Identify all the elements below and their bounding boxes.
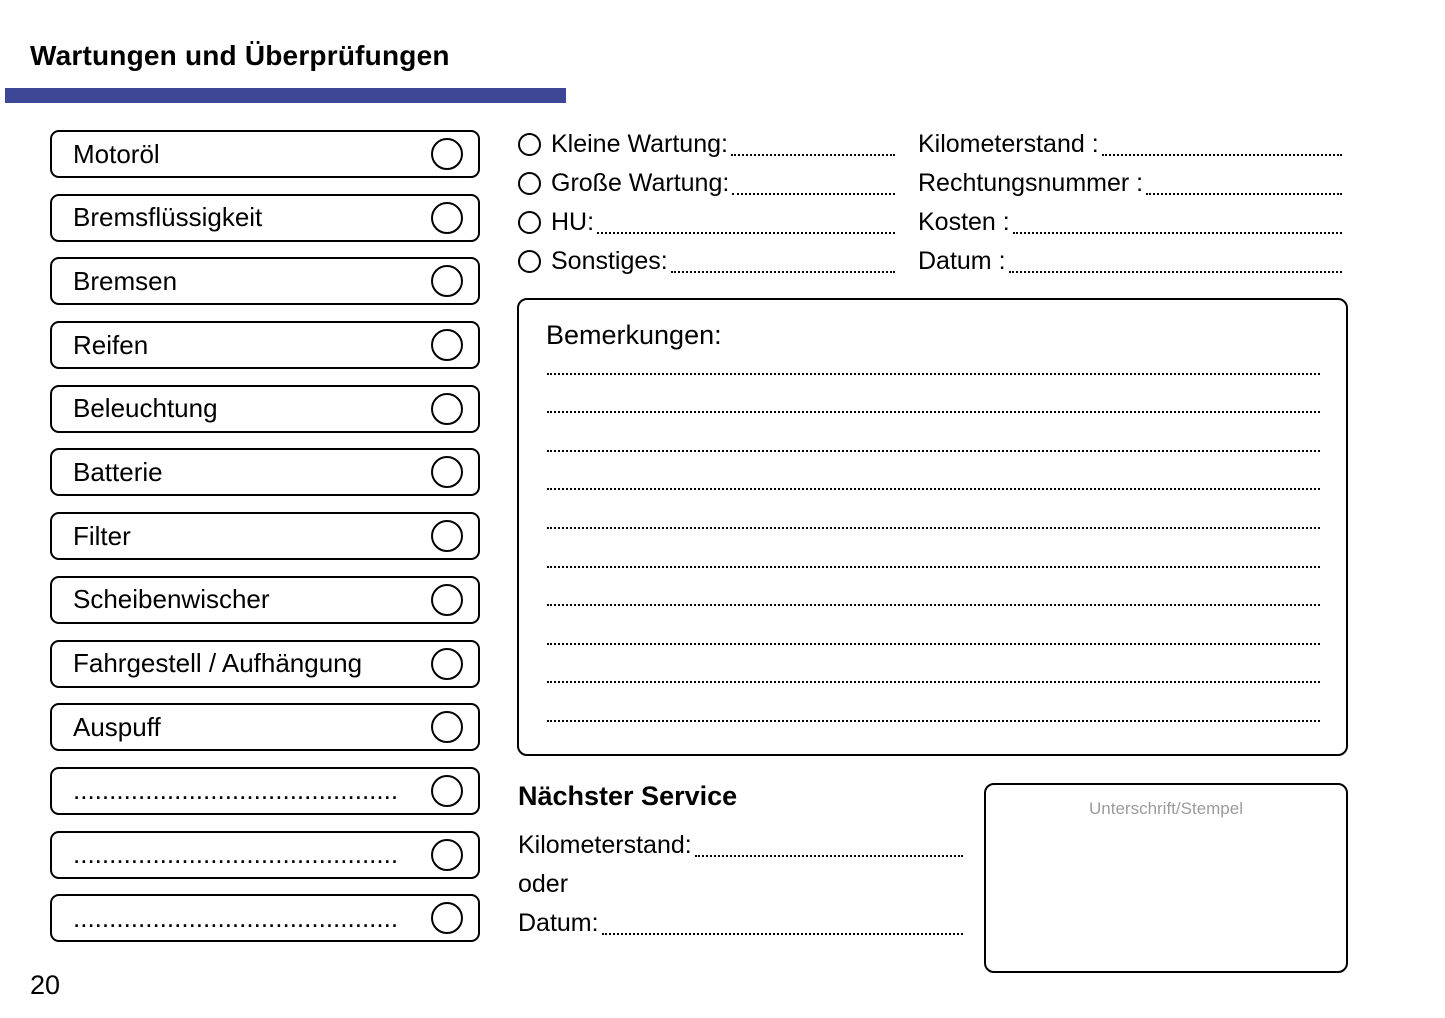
checkbox-scheibenwischer[interactable] bbox=[431, 584, 463, 616]
checklist-item-blank-3 bbox=[50, 894, 480, 942]
radio-kleine-wartung[interactable] bbox=[518, 133, 541, 156]
option-hu bbox=[518, 203, 895, 242]
hu-input-line[interactable] bbox=[597, 232, 895, 234]
next-service-datum-label: Datum: bbox=[518, 909, 599, 937]
checkbox-filter[interactable] bbox=[431, 520, 463, 552]
rechnungsnummer-input-line[interactable] bbox=[1146, 193, 1342, 195]
kleine-wartung-input-line[interactable] bbox=[731, 154, 895, 156]
checklist-item-label: Bremsflüssigkeit bbox=[73, 202, 263, 233]
checkbox-reifen[interactable] bbox=[431, 329, 463, 361]
signature-stamp-label: Unterschrift/Stempel bbox=[1089, 799, 1243, 818]
signature-stamp-box[interactable] bbox=[984, 783, 1348, 973]
checklist-item-label: Reifen bbox=[73, 329, 149, 360]
checkbox-batterie[interactable] bbox=[431, 456, 463, 488]
option-label: HU: bbox=[551, 208, 595, 236]
checklist-item-fahrgestell-aufhaengung bbox=[50, 640, 480, 688]
checklist-item-blank-2 bbox=[50, 831, 480, 879]
next-service-datum bbox=[518, 904, 963, 943]
option-kleine-wartung bbox=[518, 125, 895, 164]
remarks-title: Bemerkungen: bbox=[546, 320, 722, 350]
checklist-item-label: Motoröl bbox=[73, 138, 160, 169]
checklist-item-motoroel bbox=[50, 130, 480, 178]
page-number: 20 bbox=[30, 970, 61, 1000]
field-rechnungsnummer bbox=[918, 164, 1342, 203]
remarks-line[interactable] bbox=[547, 645, 1320, 684]
remarks-lines bbox=[547, 336, 1320, 722]
remarks-line[interactable] bbox=[547, 568, 1320, 607]
checkbox-fahrgestell-aufhaengung[interactable] bbox=[431, 648, 463, 680]
remarks-line[interactable] bbox=[547, 490, 1320, 529]
checklist-item-blank-1 bbox=[50, 767, 480, 815]
checkbox-bremsfluessigkeit[interactable] bbox=[431, 202, 463, 234]
remarks-line[interactable] bbox=[547, 529, 1320, 568]
title-underline-bar bbox=[5, 88, 566, 103]
option-label: Sonstiges: bbox=[551, 247, 668, 275]
remarks-line[interactable] bbox=[547, 413, 1320, 452]
radio-grosse-wartung[interactable] bbox=[518, 172, 541, 195]
remarks-line[interactable] bbox=[547, 452, 1320, 491]
checklist-item-label: Filter bbox=[73, 520, 131, 551]
grosse-wartung-input-line[interactable] bbox=[732, 193, 895, 195]
page-title: Wartungen und Überprüfungen bbox=[30, 40, 450, 71]
checklist-item-auspuff bbox=[50, 703, 480, 751]
field-datum bbox=[918, 242, 1342, 281]
next-service-kilometerstand bbox=[518, 826, 963, 865]
checkbox-blank-2[interactable] bbox=[431, 839, 463, 871]
datum-input-line[interactable] bbox=[1009, 271, 1342, 273]
kilometerstand-input-line[interactable] bbox=[1102, 154, 1342, 156]
checklist-item-label: ............................................. bbox=[73, 839, 399, 870]
checklist-item-bremsen bbox=[50, 257, 480, 305]
checkbox-motoroel[interactable] bbox=[431, 138, 463, 170]
checklist-item-label: Fahrgestell / Aufhängung bbox=[73, 648, 363, 678]
option-grosse-wartung bbox=[518, 164, 895, 203]
remarks-line[interactable] bbox=[547, 375, 1320, 414]
checklist-item-label: ............................................. bbox=[73, 902, 399, 933]
checklist-item-label: Auspuff bbox=[73, 711, 161, 742]
next-service-section bbox=[518, 781, 963, 943]
remarks-line[interactable] bbox=[547, 606, 1320, 645]
checklist-item-filter bbox=[50, 512, 480, 560]
next-service-kilometerstand-label: Kilometerstand: bbox=[518, 831, 692, 859]
remarks-line[interactable] bbox=[547, 683, 1320, 722]
option-label: Große Wartung: bbox=[551, 169, 730, 197]
checkbox-blank-3[interactable] bbox=[431, 902, 463, 934]
inspection-checklist bbox=[50, 130, 480, 942]
sonstiges-input-line[interactable] bbox=[671, 271, 895, 273]
checklist-item-reifen bbox=[50, 321, 480, 369]
checklist-item-bremsfluessigkeit bbox=[50, 194, 480, 242]
checklist-item-label: Bremsen bbox=[73, 265, 178, 296]
checklist-item-label: Batterie bbox=[73, 456, 163, 487]
field-kilometerstand bbox=[918, 125, 1342, 164]
checklist-item-scheibenwischer bbox=[50, 576, 480, 624]
next-service-title: Nächster Service bbox=[518, 781, 738, 811]
checkbox-auspuff[interactable] bbox=[431, 711, 463, 743]
radio-hu[interactable] bbox=[518, 211, 541, 234]
checklist-item-beleuchtung bbox=[50, 385, 480, 433]
service-detail-fields bbox=[918, 125, 1342, 281]
remarks-line[interactable] bbox=[547, 336, 1320, 375]
option-label: Kleine Wartung: bbox=[551, 130, 728, 158]
field-kosten bbox=[918, 203, 1342, 242]
field-label: Datum : bbox=[918, 247, 1006, 275]
checklist-item-label: Beleuchtung bbox=[73, 393, 218, 424]
checklist-item-label: Scheibenwischer bbox=[73, 584, 270, 615]
field-label: Kilometerstand : bbox=[918, 130, 1099, 158]
checklist-item-label: ............................................. bbox=[73, 775, 399, 806]
remarks-box bbox=[517, 298, 1348, 756]
service-type-options bbox=[518, 125, 895, 281]
option-sonstiges bbox=[518, 242, 895, 281]
checkbox-blank-1[interactable] bbox=[431, 775, 463, 807]
checklist-item-batterie bbox=[50, 448, 480, 496]
next-service-oder-label: oder bbox=[518, 870, 569, 898]
field-label: Rechtungsnummer : bbox=[918, 169, 1144, 197]
checkbox-bremsen[interactable] bbox=[431, 265, 463, 297]
field-label: Kosten : bbox=[918, 208, 1010, 236]
next-service-kilometerstand-input-line[interactable] bbox=[695, 855, 963, 857]
kosten-input-line[interactable] bbox=[1013, 232, 1342, 234]
next-service-datum-input-line[interactable] bbox=[602, 933, 963, 935]
radio-sonstiges[interactable] bbox=[518, 250, 541, 273]
checkbox-beleuchtung[interactable] bbox=[431, 393, 463, 425]
